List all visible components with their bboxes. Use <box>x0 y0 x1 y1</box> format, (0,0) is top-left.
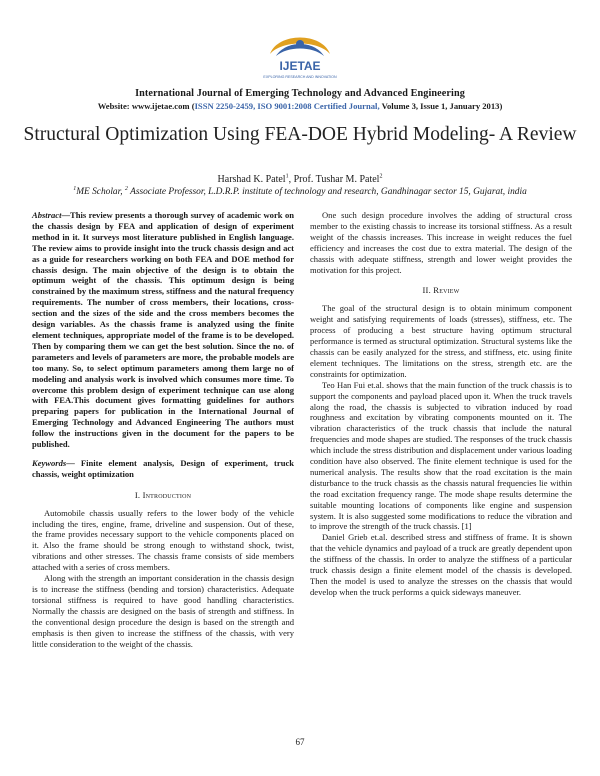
website-suffix: Volume 3, Issue 1, January 2013) <box>379 101 503 111</box>
affil-sup2: 2 <box>124 185 128 192</box>
left-column <box>32 210 294 649</box>
keywords-label: Keywords <box>32 457 67 468</box>
abstract-label: Abstract <box>32 210 62 220</box>
review-paragraph-3: Daniel Grieb et.al. described stress and stiffness of frame. It is shown that the vehicle dynamics and payload of a truck are greatly dependent upon the stiffness of the chassis. In order to analyze the stiffness of a particular truck chassis design a finite element model of the chassis is developed. Then the model is used to analyze the stresses on the chassis that would develop when the truck performs a quick sideways maneuver. <box>310 532 572 597</box>
logo-text: IJETAE <box>279 59 321 73</box>
abstract <box>32 210 294 450</box>
keywords-text: — Finite element analysis, Design of experiment, truck chassis, weight optimization <box>32 457 294 479</box>
author2-sup: 2 <box>379 173 383 180</box>
page-number: 67 <box>295 737 305 747</box>
website-issn: ISSN 2250-2459, ISO 9001:2008 Certified Journal, <box>194 101 380 111</box>
logo-emblem-icon <box>270 38 330 57</box>
keywords <box>32 458 294 480</box>
journal-logo <box>258 22 342 84</box>
section2-number: II. <box>422 285 434 296</box>
authors <box>0 174 600 185</box>
intro-paragraph-1: Automobile chassis usually refers to the lower body of the vehicle including the tires, engine, frame, driveline and suspension. Out of these, the frame provides necessary support to the vehicle components placed on it. Also the frame should be strong enough to withstand shock, twist, vibrations and other stresses. The chassis frame consists of side members attached with a series of cross members. <box>32 507 294 573</box>
review-paragraph-2: Teo Han Fui et.al. shows that the main function of the truck chassis is to support the components and payload placed upon it. When the truck travels along the road, the chassis is subjected to vibration induced by road roughness and excitation by vibrating components mounted on it. The vibration characteristics of the truck chassis that include the natural frequencies and mode shapes are studied. The responses of the truck chassis which include the stress distribution and displacement under various loading condition have also observed. The finite element technique is used for the numerical analysis. The results show that the road excitation is the main disturbance to the truck chassis as the chassis natural frequencies lie within the road excitation frequency range. The mode shape results determine the suitable mounting locations of components like engine and suspension system. It is also suggested some modifications to reduce the vibration and to improve the strength of the truck chassis. [1] <box>310 379 572 532</box>
journal-title: International Journal of Emerging Technology and Advanced Engineering <box>135 88 465 99</box>
affil-part2: Associate Professor, L.D.R.P. institute of technology and research, Gandhinagar sector 15, Gujarat, india <box>127 187 527 197</box>
affil-sup1: 1 <box>73 185 77 192</box>
section-heading-introduction <box>32 490 294 501</box>
section1-title: Introduction <box>142 489 192 500</box>
review-paragraph-1: The goal of the structural design is to obtain minimum component weight and satisfying requirements of loads (stresses), stiffness, etc. The process of producing a best structure having optimum structural performance is termed as structural optimization. Structural systems like the chassis can be easily analyzed for the stress, and stiffness, etc. using finite element techniques. The limitations on the stress, strength etc. are the constraints for optimization. <box>310 303 572 379</box>
section-heading-review <box>310 285 572 296</box>
right-paragraph-1: One such design procedure involves the adding of structural cross member to the existing chassis to increase its torsional stiffness. As a result weight of the chassis increases. This increase in weight reduces the fuel efficiency and increases the cost due to extra material. The design of the chassis with adequate stiffness, strength and lower weight provides the motivation for this project. <box>310 210 572 275</box>
paper-title: Structural Optimization Using FEA-DOE Hybrid Modeling- A Review <box>23 124 577 145</box>
affil-part1: ME Scholar, <box>76 187 125 197</box>
author1-name: Harshad K. Patel <box>217 174 286 185</box>
intro-paragraph-2: Along with the strength an important consideration in the chassis design is to increase the stiffness (bending and torsion) characteristics. Adequate torsional stiffness is required to have good handling characteristics. Normally the chassis are designed on the basis of strength and stiffness. In the conventional design procedure the design is based on the strength and emphasis is then given to increase the stiffness of the chassis, with very little consideration to the weight of the chassis. <box>32 573 294 649</box>
author2-name: , Prof. Tushar M. Patel <box>288 174 380 185</box>
affiliation <box>0 187 600 197</box>
right-column <box>310 210 572 598</box>
author1-sup: 1 <box>285 173 289 180</box>
abstract-text: —This review presents a thorough survey of academic work on the chassis design by FEA and application of design of experiment method in it. It surveys most literature published in English language. The review aims to provide insight into the truck chassis design and act as a guide for researchers working on both FEA and DOE method for chassis design. The main objective of the design is to obtain the optimum weight of the chassis. This optimum design is being constrained by the maximum stress, stiffness and the natural frequency requirements. The number of cross members, their locations, cross-section and the sizes of the side and the cross members becomes the design variables. As the chassis frame is analyzed using the finite element techniques, appropriate model of the frame is to be developed. Then by comparing them we can get the best solution. Since the no. of parameters and levels of parameters are more, the probable models are too many. So, to select optimum parameters among them large no of modeling and analysis work is involved which consumes more time. To overcome this problem design of experiment technique can use along with FEA.This document gives formatting guidelines for authors preparing papers for publication in the International Journal of Emerging Technology and Advanced Engineering The authors must follow the instructions given in the document for the papers to be published. <box>32 210 294 450</box>
logo-tagline: EXPLORING RESEARCH AND INNOVATION <box>263 75 337 79</box>
website-line <box>0 101 600 111</box>
website-prefix: Website: www.ijetae.com ( <box>97 101 195 111</box>
section2-title: Review <box>433 285 460 296</box>
section1-number: I. <box>134 489 143 500</box>
